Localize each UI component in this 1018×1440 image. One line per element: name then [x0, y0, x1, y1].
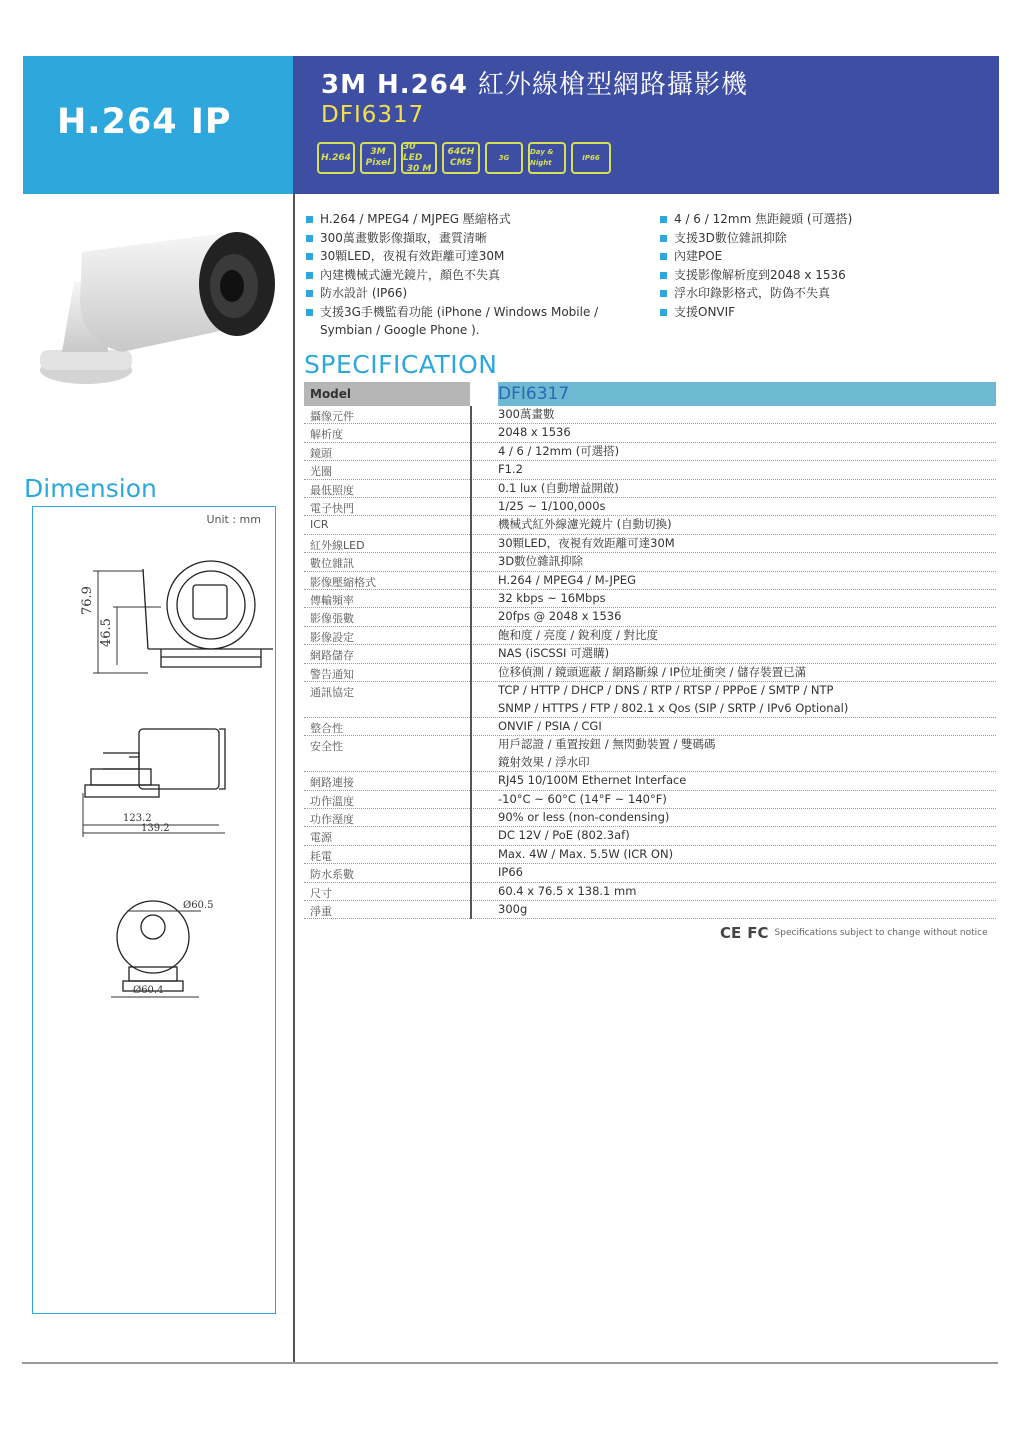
spec-row: [304, 901, 996, 919]
spec-rows: [304, 406, 996, 919]
spec-value: NAS (iSCSSI 可選購): [498, 646, 610, 661]
spec-value: IP66: [498, 865, 523, 880]
spec-row: [304, 736, 996, 772]
spec-column-divider: [470, 406, 472, 919]
spec-value: F1.2: [498, 462, 523, 477]
spec-key: 警告通知: [310, 667, 354, 681]
dimension-drawings: [33, 507, 277, 1315]
spec-value: SNMP / HTTPS / FTP / 802.1 x Qos (SIP / SRTP / IPv6 Optional): [498, 700, 849, 715]
model-number: DFI6317: [321, 102, 425, 128]
spec-value: 300g: [498, 901, 528, 916]
day-night-icon: [528, 142, 566, 174]
spec-value: 3D數位雜訊抑除: [498, 554, 584, 569]
title-prefix: 3M H.264: [321, 70, 468, 100]
spec-row: [304, 498, 996, 516]
feature-item: 支援3G手機監看功能 (iPhone / Windows Mobile / Symbian / Google Phone ).: [306, 303, 636, 340]
footnote-text: Specifications subject to change without notice: [774, 928, 988, 938]
30-led-icon: [401, 142, 437, 174]
fc-mark: FC: [747, 924, 769, 942]
spec-value: 鏡射效果 / 浮水印: [498, 754, 590, 769]
spec-key: 攝像元件: [310, 410, 354, 423]
width-label-inner: 123.2: [123, 813, 152, 824]
diameter-label-bottom: Ø60.4: [133, 985, 164, 996]
spec-row: [304, 572, 996, 590]
spec-key: 防水系數: [310, 868, 354, 882]
spec-row: [304, 480, 996, 498]
spec-value: 32 kbps ~ 16Mbps: [498, 591, 606, 606]
spec-key: 紅外線LED: [310, 538, 365, 552]
spec-row: [304, 590, 996, 608]
spec-value: TCP / HTTP / DHCP / DNS / RTP / RTSP / PPPoE / SMTP / NTP: [498, 683, 834, 698]
product-title: [321, 64, 748, 101]
3g-icon: [485, 142, 523, 174]
spec-key: 網路連接: [310, 776, 354, 790]
spec-value: RJ45 10/100M Ethernet Interface: [498, 773, 687, 788]
spec-row: [304, 443, 996, 461]
bottom-rule: [22, 1362, 998, 1364]
3m-pixel-icon-line1: 3M: [370, 147, 386, 157]
column-divider: [293, 194, 295, 1364]
spec-key: 電源: [310, 831, 332, 845]
spec-key: 耗電: [310, 849, 332, 863]
spec-value: 20fps @ 2048 x 1536: [498, 609, 622, 624]
spec-key: 光圈: [310, 465, 332, 479]
feature-item: 內建機械式濾光鏡片，顏色不失真: [306, 266, 636, 285]
spec-row: [304, 608, 996, 626]
spec-row: [304, 864, 996, 882]
spec-row: [304, 718, 996, 736]
spec-value: 30顆LED，夜視有效距離可達30M: [498, 535, 675, 550]
spec-key: 電子快門: [310, 502, 354, 516]
ip66-icon: [571, 142, 611, 174]
spec-row: [304, 883, 996, 901]
height-label-inner: 46.5: [99, 618, 114, 647]
feature-item: 30顆LED，夜視有效距離可達30M: [306, 247, 636, 266]
spec-table: [304, 382, 996, 919]
spec-key: 數位雜訊: [310, 557, 354, 571]
spec-key: 解析度: [310, 428, 343, 442]
feature-list-left: [306, 210, 636, 340]
feature-item: 防水設計 (IP66): [306, 284, 636, 303]
feature-item: 支援3D數位雜訊抑除: [660, 229, 980, 248]
3m-pixel-icon: [360, 142, 396, 174]
h264-icon: [317, 142, 355, 174]
spec-row: [304, 516, 996, 534]
spec-row: [304, 553, 996, 571]
spec-key: 影像設定: [310, 630, 354, 644]
spec-row: [304, 424, 996, 442]
spec-value: 0.1 lux (自動增益開啟): [498, 480, 619, 495]
spec-value: 飽和度 / 亮度 / 銳利度 / 對比度: [498, 627, 659, 642]
height-label-outer: 76.9: [80, 586, 95, 615]
spec-value: 300萬畫數: [498, 407, 555, 421]
camera-product-image: [22, 222, 282, 392]
30-led-icon-line1: 30 LED: [403, 141, 423, 163]
spec-key: 功作溫度: [310, 794, 354, 808]
header-badge-panel: [23, 56, 293, 194]
spec-value: 90% or less (non-condensing): [498, 809, 670, 824]
ip66-icon-line2: IP66: [582, 153, 600, 162]
spec-value: -10°C ~ 60°C (14°F ~ 140°F): [498, 791, 667, 806]
spec-row: [304, 791, 996, 809]
spec-key: 影像壓縮格式: [310, 575, 376, 589]
spec-head-value: DFI6317: [498, 384, 570, 404]
dimension-panel: [32, 506, 276, 1314]
ce-mark: CE: [720, 924, 742, 942]
spec-key: 傳輸頻率: [310, 594, 354, 608]
feature-item: 支援ONVIF: [660, 303, 980, 322]
spec-value: 用戶認證 / 重置按鈕 / 無閃動裝置 / 雙碼碼: [498, 737, 716, 752]
spec-key: ICR: [310, 518, 329, 532]
spec-key: 通訊協定: [310, 686, 354, 700]
width-label-outer: 139.2: [141, 823, 170, 834]
spec-row: [304, 682, 996, 718]
spec-key: 尺寸: [310, 886, 332, 900]
cms-icon-line1: 64CH: [447, 147, 475, 157]
spec-value: ONVIF / PSIA / CGI: [498, 718, 602, 733]
3m-pixel-icon-line2: Pixel: [365, 158, 391, 168]
cms-icon: [442, 142, 480, 174]
spec-row: [304, 664, 996, 682]
spec-row: [304, 645, 996, 663]
spec-row: [304, 461, 996, 479]
spec-value: 位移偵測 / 鏡頭遮蔽 / 網路斷線 / IP位址衝突 / 儲存裝置已滿: [498, 664, 807, 679]
header-badge: H.264 IP: [57, 102, 232, 142]
spec-value: 機械式紅外線濾光鏡片 (自動切換): [498, 517, 672, 532]
spec-value: Max. 4W / Max. 5.5W (ICR ON): [498, 846, 674, 861]
spec-row: [304, 809, 996, 827]
spec-key: 影像張數: [310, 612, 354, 626]
3g-icon-line2: 3G: [498, 153, 510, 162]
spec-row: [304, 772, 996, 790]
spec-row: [304, 846, 996, 864]
spec-key: 整合性: [310, 721, 343, 735]
feature-item: 內建POE: [660, 247, 980, 266]
unit-label: Unit : mm: [206, 513, 261, 526]
spec-value: 1/25 ~ 1/100,000s: [498, 499, 606, 514]
spec-row: [304, 406, 996, 424]
spec-value: 60.4 x 76.5 x 138.1 mm: [498, 883, 637, 898]
certifications-footnote: [720, 924, 988, 942]
feature-item: 浮水印錄影格式，防偽不失真: [660, 284, 980, 303]
spec-key: 淨重: [310, 904, 332, 918]
title-cjk: 紅外線槍型網路攝影機: [478, 70, 749, 100]
30-led-icon-line2: 30 M: [406, 163, 432, 174]
spec-row: [304, 535, 996, 553]
spec-header-row: [304, 382, 996, 406]
spec-title: SPECIFICATION: [304, 350, 498, 379]
spec-head-key: Model: [304, 382, 470, 406]
spec-value: DC 12V / PoE (802.3af): [498, 828, 630, 843]
feature-item: 300萬畫數影像擷取，畫質清晰: [306, 229, 636, 248]
spec-value: 2048 x 1536: [498, 425, 571, 440]
feature-item: H.264 / MPEG4 / MJPEG 壓縮格式: [306, 210, 636, 229]
dimension-title: Dimension: [24, 474, 157, 503]
h264-icon-line1: H.264: [321, 152, 351, 163]
feature-icon-strip: [317, 142, 611, 174]
cms-icon-line2: CMS: [449, 158, 473, 168]
spec-key: 功作溼度: [310, 812, 354, 826]
spec-key: 鏡頭: [310, 446, 332, 460]
header-title-panel: [293, 56, 999, 194]
spec-value: 4 / 6 / 12mm (可選搭): [498, 443, 620, 458]
feature-item: 4 / 6 / 12mm 焦距鏡頭 (可選搭): [660, 210, 980, 229]
spec-row: [304, 827, 996, 845]
spec-key: 最低照度: [310, 483, 354, 497]
spec-key: 網路儲存: [310, 649, 354, 663]
spec-value: H.264 / MPEG4 / M-JPEG: [498, 572, 636, 587]
spec-key: 安全性: [310, 740, 343, 754]
feature-list-right: [660, 210, 980, 321]
day-night-icon-line2: Day & Night: [530, 148, 554, 167]
spec-row: [304, 627, 996, 645]
feature-item: 支援影像解析度到2048 x 1536: [660, 266, 980, 285]
diameter-label-top: Ø60.5: [183, 900, 214, 911]
